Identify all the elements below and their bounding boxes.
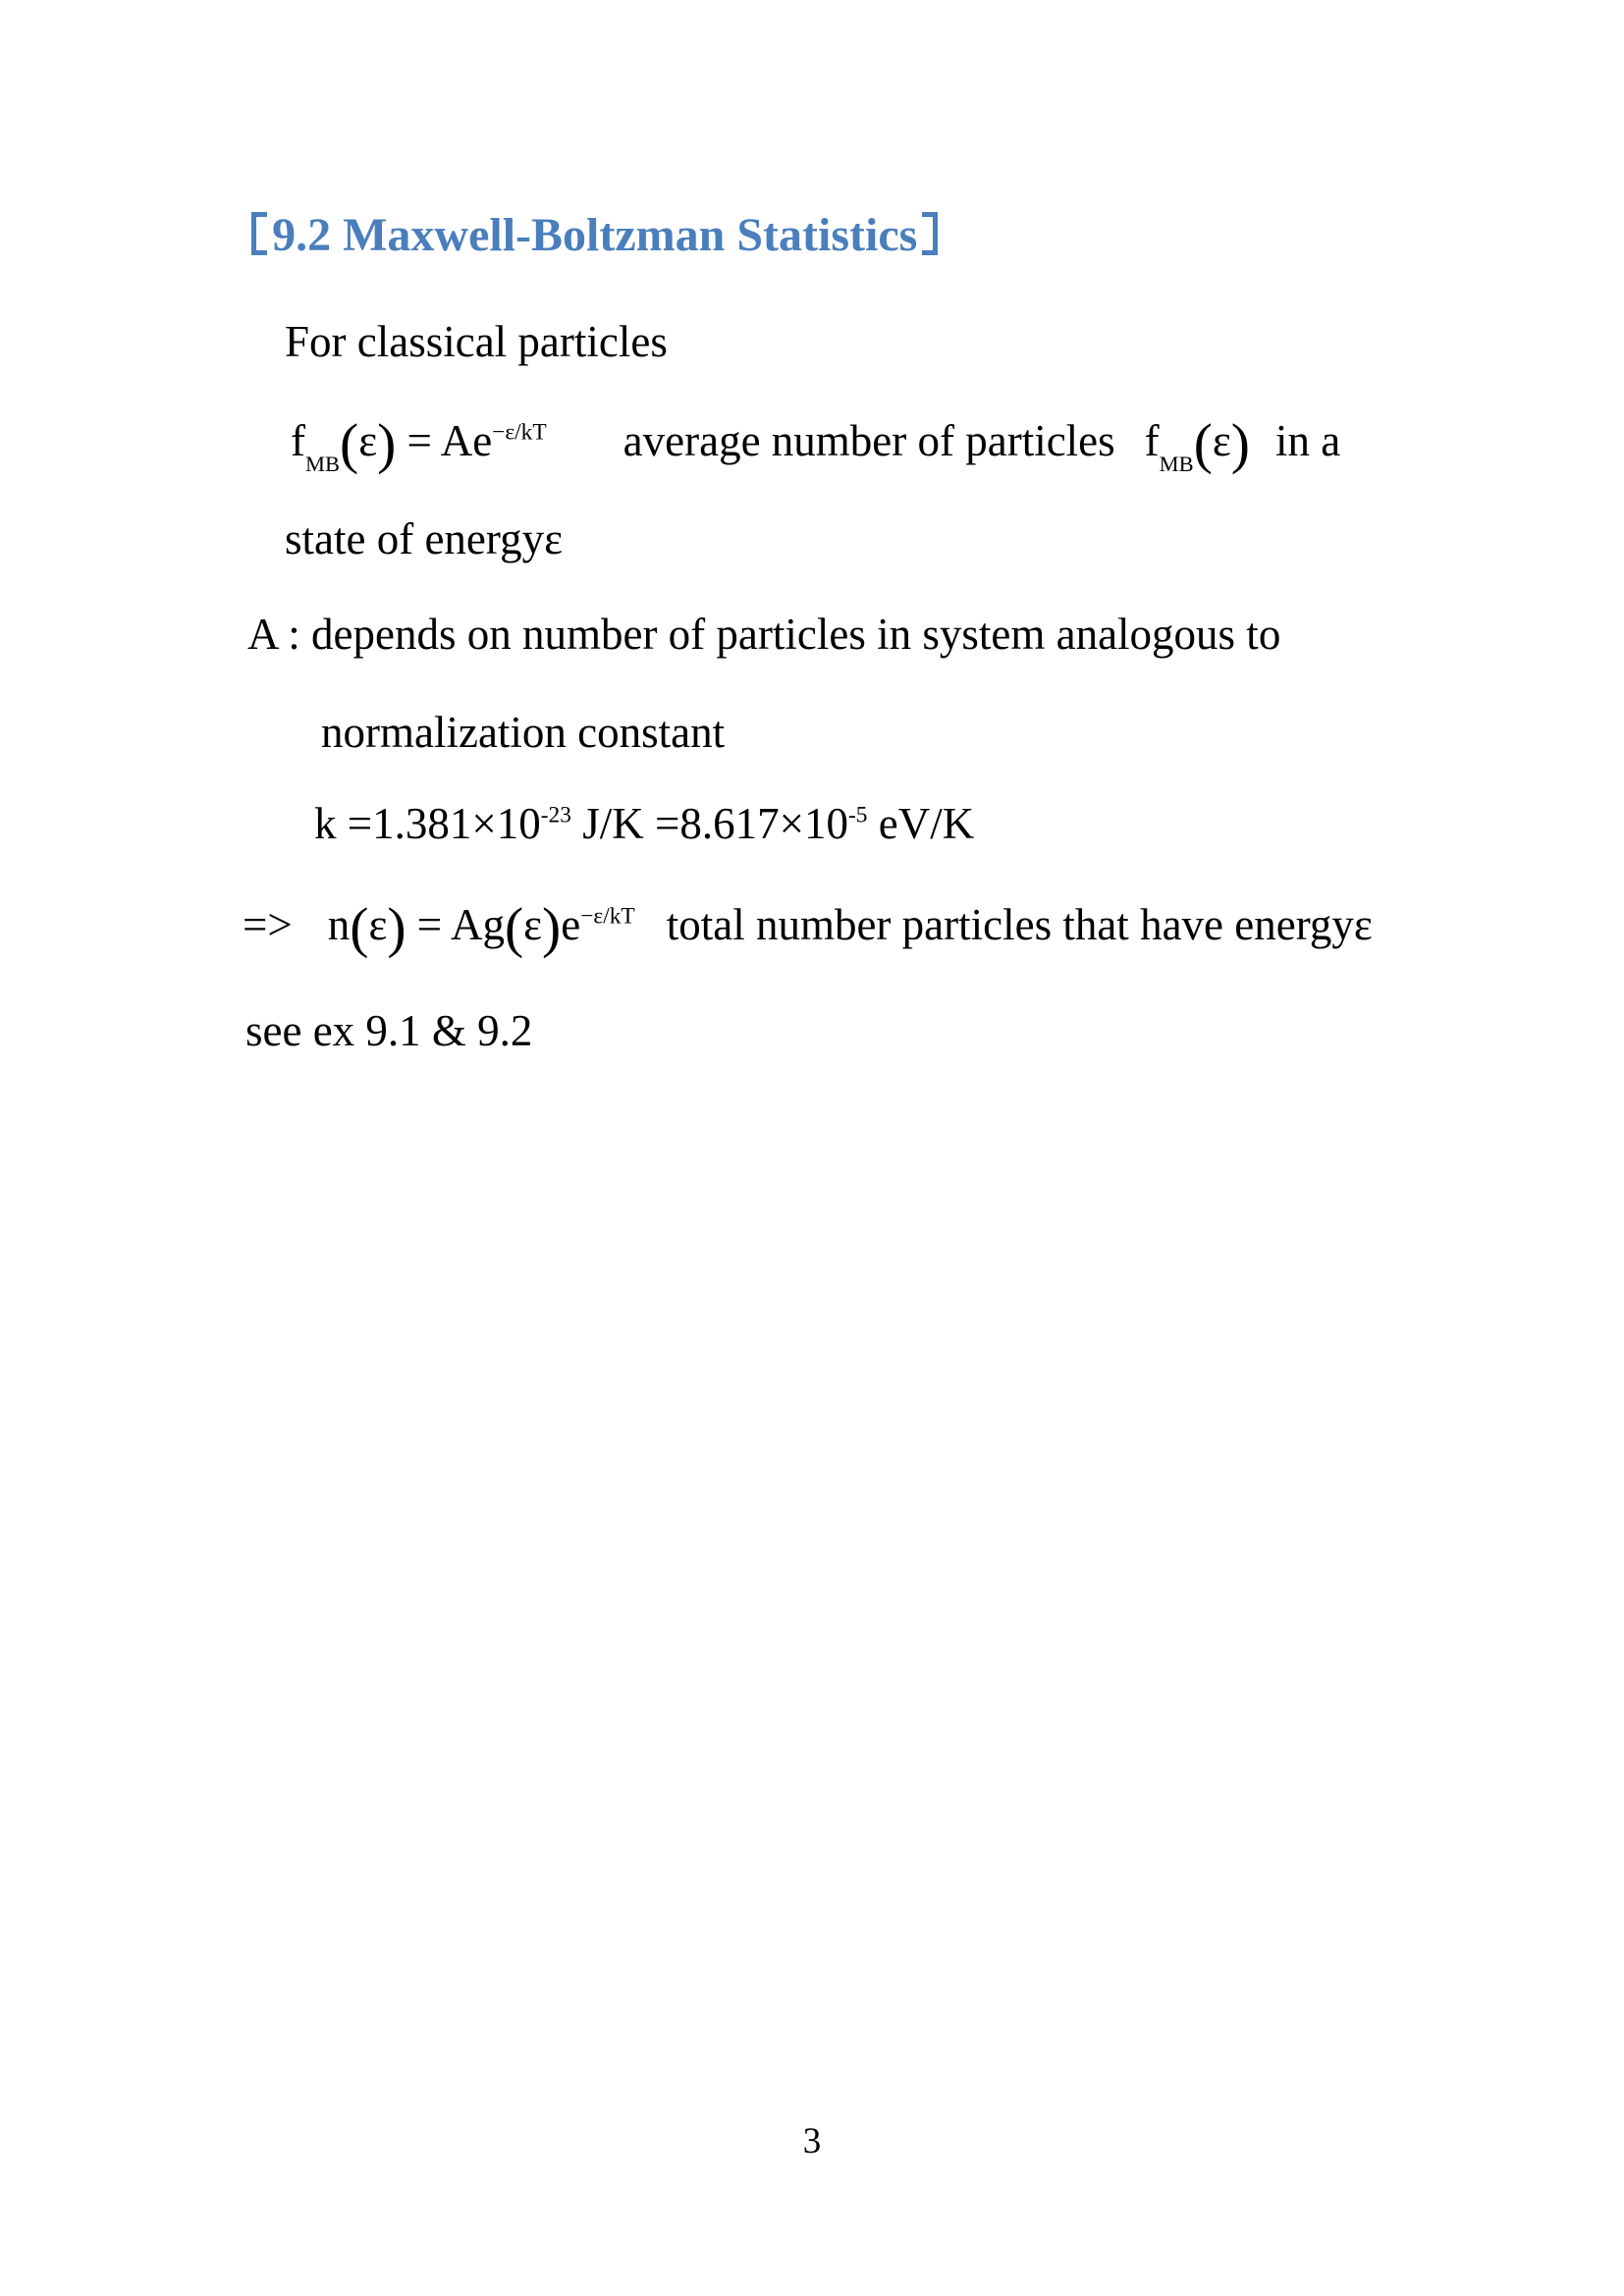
- eq2-rhs-epsilon: ε: [523, 900, 543, 950]
- eq2-epsilon: ε: [368, 900, 388, 950]
- eq1-f2-epsilon: ε: [1212, 416, 1231, 466]
- eq1-rhs: = Ae: [396, 416, 493, 466]
- eq1-epsilon: ε: [358, 416, 378, 466]
- boltzmann-constant-line: [314, 798, 974, 849]
- eq1-f-base: f: [291, 416, 305, 466]
- equation-n-line: [243, 896, 1373, 960]
- eq1-f2-subscript: MB: [1159, 451, 1194, 476]
- normalization-line: normalization constant: [321, 708, 726, 757]
- eq2-close-paren: ): [387, 897, 406, 959]
- eq1-exponent: −ε/kT: [492, 419, 547, 446]
- intro-line: For classical particles: [285, 317, 668, 366]
- a-definition-line: A : depends on number of particles in system analogous to: [247, 610, 1281, 659]
- eq2-e: e: [561, 900, 581, 950]
- k-exponent1: -23: [540, 802, 571, 828]
- section-title: [251, 208, 938, 262]
- eq1-description: average number of particles: [623, 416, 1115, 466]
- equation-fmb-line: [291, 412, 1340, 477]
- eq1-close-paren: ): [377, 413, 397, 475]
- left-lenticular-bracket-icon: [251, 212, 267, 255]
- see-examples-line: see ex 9.1 & 9.2: [245, 1006, 533, 1055]
- k-part2: J/K =8.617×10: [570, 799, 848, 848]
- page-number: 3: [802, 2121, 822, 2162]
- k-part1: k =1.381×10: [314, 799, 541, 848]
- right-lenticular-bracket-icon: [922, 212, 938, 255]
- eq2-open-paren: (: [350, 897, 369, 959]
- eq1-tail: in a: [1274, 416, 1341, 466]
- eq2-n-base: n: [327, 900, 351, 950]
- eq2-description: total number particles that have energyε: [666, 900, 1373, 950]
- eq2-rhs-close-paren: ): [542, 897, 562, 959]
- eq2-arrow: =>: [243, 900, 293, 950]
- eq1-f2-base: f: [1144, 416, 1160, 466]
- eq1-f-subscript: MB: [305, 451, 341, 476]
- eq2-rhs: = Ag: [406, 900, 505, 950]
- k-exponent2: -5: [847, 802, 868, 828]
- eq2-rhs-open-paren: (: [504, 897, 524, 959]
- section-title-text: 9.2 Maxwell-Boltzman Statistics: [272, 209, 918, 261]
- eq1-f2-open-paren: (: [1193, 413, 1213, 475]
- eq1-f2-close-paren: ): [1230, 413, 1250, 475]
- eq1-open-paren: (: [340, 413, 359, 475]
- state-energy-line: state of energyε: [285, 514, 563, 563]
- eq2-exponent: −ε/kT: [580, 903, 635, 930]
- k-part3: eV/K: [867, 799, 975, 848]
